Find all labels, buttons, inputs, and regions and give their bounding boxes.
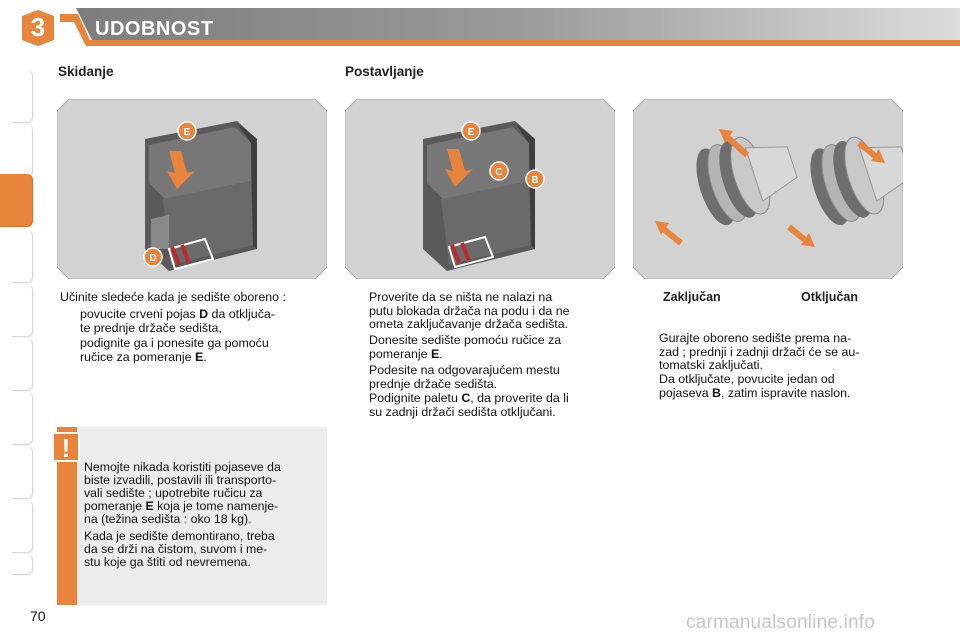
page-title: UDOBNOST: [95, 18, 214, 40]
middle-bullet-2: Donesite sedište pomoću ručice za pomeranje E.: [369, 333, 562, 361]
section-heading-removal: Skidanje: [58, 64, 114, 79]
side-tab-6[interactable]: [12, 338, 33, 391]
watermark: carmanualsonline.info: [686, 612, 876, 633]
figure-label-e: E: [183, 127, 191, 138]
lock-mechanism-illustration: [633, 99, 903, 279]
warning-symbol: !: [61, 433, 71, 462]
right-bullet-1: Gurajte oboreno sedište prema na- zad ; prednji i zadnji držači će se au- tomatski zaključati.: [659, 331, 860, 373]
right-bullet-2: Da otključate, povucite jedan od pojaseva B, zatim ispravite naslon.: [659, 372, 851, 400]
side-tab-3-active[interactable]: [0, 174, 33, 227]
chapter-number: 3: [30, 12, 46, 42]
section-heading-installation: Postavljanje: [345, 64, 424, 79]
figure-label-c: C: [495, 167, 503, 178]
middle-bullet-3: Podesite na odgovarajućem mestu prednje držače sedišta.: [369, 363, 560, 391]
warning-text-1: Nemojte nikada koristiti pojaseve da biste izvadili, postavili ili transporto- vali sedište ; upotrebite ručicu za pomeranje E koja je tome namenje- na (težina sedišta : oko 18 kg).: [84, 460, 281, 527]
middle-bullet-1: Proverite da se ništa ne nalazi na putu blokada držača na podu i da ne ometa zaključavanje držača sedišta.: [369, 290, 570, 332]
figure-label-e2: E: [467, 127, 475, 138]
middle-bullet-4: Podignite paletu C, da proverite da li su zadnji držači sedišta otključani.: [369, 391, 569, 419]
left-bullet-2: podignite ga i ponesite ga pomoću ručice za pomeranje E.: [80, 336, 269, 364]
seat-removal-illustration: [57, 99, 327, 279]
side-tab-5[interactable]: [12, 284, 33, 337]
page-number: 70: [30, 608, 46, 624]
label-unlocked: Otključan: [801, 290, 858, 304]
figure-label-d: D: [149, 253, 157, 264]
side-tab-9[interactable]: [12, 500, 33, 553]
side-tab-1[interactable]: [12, 70, 33, 123]
side-tab-2[interactable]: [12, 124, 33, 177]
side-tab-8[interactable]: [12, 446, 33, 499]
side-tab-7[interactable]: [12, 392, 33, 445]
figure-label-b: B: [531, 175, 539, 186]
left-intro: Učinite sledeće kada je sedište oboreno :: [60, 290, 286, 304]
side-tab-4[interactable]: [12, 230, 33, 283]
label-locked: Zaključan: [663, 290, 721, 304]
warning-icon: [52, 432, 80, 462]
side-tab-10[interactable]: [12, 554, 33, 575]
seat-installation-illustration: [345, 99, 615, 279]
warning-text-2: Kada je sedište demontirano, treba da se drži na čistom, suvom i me- stu koje ga štiti od nevremena.: [84, 529, 275, 570]
left-bullet-1: povucite crveni pojas D da otključa- te prednje držače sedišta,: [80, 307, 275, 335]
